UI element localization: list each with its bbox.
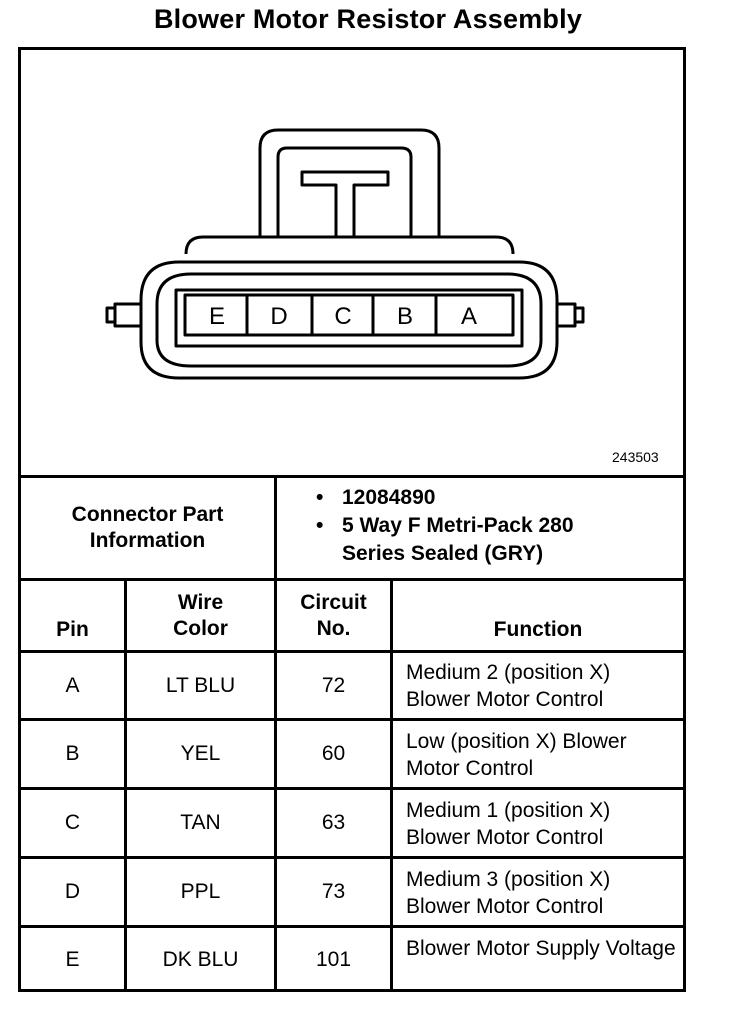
circuit-no-cell: 72 [321, 673, 346, 697]
header-circuit-no: Circuit No. [300, 590, 367, 640]
pin-cell: D [64, 880, 81, 903]
header-wire-color: Wire Color [173, 590, 228, 640]
pin-cell: B [65, 742, 80, 765]
wire-color-cell: YEL [180, 742, 221, 765]
info-divider [274, 475, 277, 580]
wire-color-cell: TAN [180, 811, 221, 834]
circuit-no-cell: 60 [321, 742, 346, 765]
function-cell: Medium 2 (position X) Blower Motor Control [406, 661, 611, 711]
right-latch-nub [575, 308, 583, 322]
connector-info-label: Connector Part Information [71, 503, 224, 552]
cavity-label-c: C [334, 303, 352, 330]
pin-cell: A [65, 673, 80, 697]
cavity-label-b: B [396, 303, 414, 330]
cavity-label-a: A [460, 303, 478, 330]
cavity-label-d: D [270, 303, 288, 330]
pin-cell: E [65, 948, 80, 971]
function-cell: Blower Motor Supply Voltage [406, 937, 676, 960]
cavity-label-e: E [208, 303, 226, 330]
circuit-no-cell: 101 [315, 948, 352, 971]
circuit-no-cell: 73 [321, 880, 346, 903]
connector-info-list [316, 484, 642, 568]
locking-tab-inner [278, 148, 411, 237]
left-latch-nub [107, 308, 115, 322]
circuit-no-cell: 63 [321, 811, 346, 834]
page-title: Blower Motor Resistor Assembly [153, 4, 583, 34]
locking-tab-t [302, 172, 388, 237]
left-latch [115, 304, 141, 326]
pin-cell: C [64, 811, 81, 834]
right-latch [557, 304, 575, 326]
connector-part-number: • 12084890 [316, 484, 642, 512]
header-pin: Pin [56, 618, 89, 641]
wire-color-cell: LT BLU [165, 673, 236, 697]
connector-shoulder [186, 237, 513, 254]
function-cell: Medium 3 (position X) Blower Motor Control [406, 868, 611, 918]
wire-color-cell: DK BLU [162, 948, 239, 971]
function-cell: Low (position X) Blower Motor Control [406, 730, 627, 780]
wire-color-cell: PPL [180, 880, 221, 903]
figure-number: 243503 [612, 449, 659, 465]
connector-description: • 5 Way F Metri-Pack 280 Series Sealed (GRY) [316, 512, 642, 568]
header-function: Function [493, 618, 583, 641]
connector-diagram [21, 50, 683, 476]
function-cell: Medium 1 (position X) Blower Motor Control [406, 799, 611, 849]
